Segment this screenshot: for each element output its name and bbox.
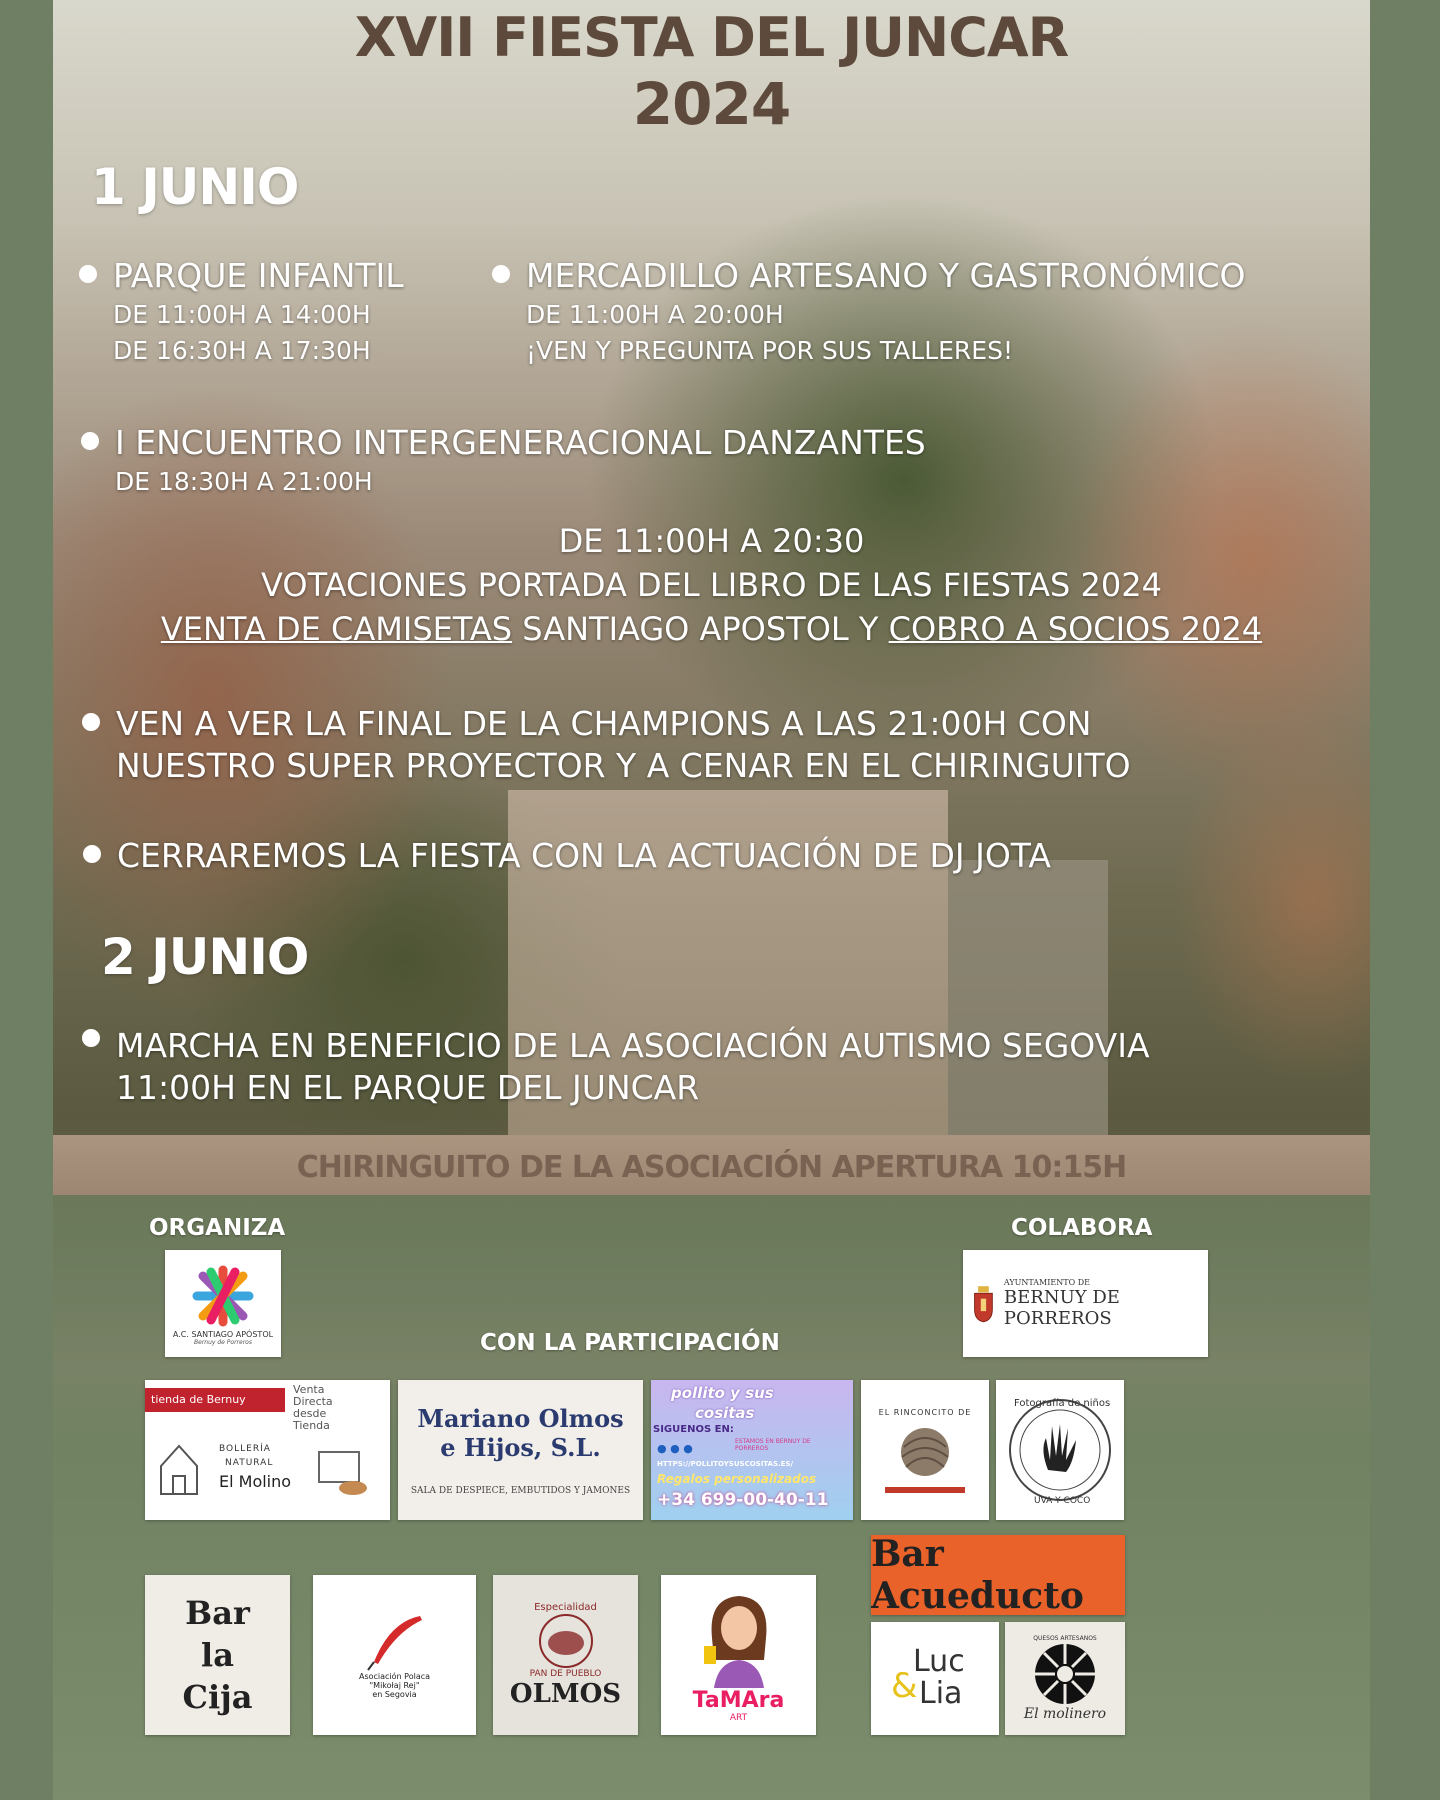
bar-cija-l3: Cija [182,1678,253,1716]
lucia-l1: Luc [913,1643,965,1679]
tamara-art-logo [661,1575,816,1735]
bakery-sketch-icon [313,1442,373,1502]
tienda-side4: Tienda [293,1419,330,1432]
yarn-ball-icon [890,1417,960,1487]
parque-time2: DE 16:30H A 17:30H [113,336,371,365]
cobro-socios: COBRO A SOCIOS 2024 [888,610,1263,648]
pollito-regalos: Regalos personalizados [657,1472,817,1486]
bar-cija-logo [145,1575,290,1735]
tienda-tag: tienda de Bernuy [145,1388,285,1412]
lucia-logo [871,1622,999,1735]
bar-cija-l2: la [201,1636,234,1674]
molinero-logo [1005,1622,1125,1735]
pollito-follow: SIGUENOS EN: [653,1424,734,1435]
ayuntamiento-logo [963,1250,1208,1357]
encuentro-time: DE 18:30H A 21:00H [115,467,373,496]
marcha-line2: 11:00H EN EL PARQUE DEL JUNCAR [116,1068,700,1107]
tienda-bolleria: BOLLERÍA [219,1444,271,1454]
parque-title: PARQUE INFANTIL [113,256,404,295]
mariano-sub: SALA DE DESPIECE, EMBUTIDOS Y JAMONES [410,1486,631,1496]
marcha-item [116,1025,1150,1109]
asociacion-polaca-logo [313,1575,476,1735]
molinero-top: QUESOS ARTESANOS [1033,1635,1097,1642]
tienda-natural: NATURAL [225,1458,274,1468]
encuentro-title: I ENCUENTRO INTERGENERACIONAL DANZANTES [115,423,926,462]
bread-icon [531,1613,601,1669]
chiringuito-text: CHIRINGUITO DE LA ASOCIACIÓN APERTURA 10:15H [296,1150,1127,1185]
fotografia-bottom: UVA Y COCO [1034,1496,1091,1506]
fotografia-top: Fotografía de niños [1014,1398,1111,1409]
lucia-l2: Lia [919,1675,963,1711]
pollito-logo [651,1380,853,1520]
day1-heading: 1 JUNIO [91,158,299,216]
bullet-icon [82,1029,100,1047]
day2-heading: 2 JUNIO [101,928,309,986]
poster-title: XVII FIESTA DEL JUNCAR [354,6,1069,69]
tienda-name: El Molino [219,1472,292,1491]
rinconcito-text: EL RINCONCITO DE [878,1407,972,1417]
mercadillo-title: MERCADILLO ARTESANO Y GASTRONÓMICO [526,256,1246,295]
woman-illustration-icon [694,1588,784,1688]
olmos-name: OLMOS [509,1678,622,1709]
colabora-label: COLABORA [1011,1215,1153,1241]
fotografia-logo [996,1380,1124,1520]
bullet-icon [82,713,100,731]
pollito-title2: cositas [695,1404,755,1422]
lucia-amp: & [891,1665,918,1706]
acueducto-name: Bar Acueducto [871,1535,1084,1615]
tienda-bernuy-logo [145,1380,390,1520]
poster-year: 2024 [632,70,791,138]
center-time: DE 11:00H A 20:30 [558,522,865,560]
sun-wheel-icon [1033,1642,1097,1706]
mariano-line1: Mariano Olmos [417,1404,624,1433]
mariano-olmos-logo [398,1380,643,1520]
polaca-l3: en Segovia [372,1689,417,1699]
encuentro-item [115,422,926,500]
santiago-logo-name: A.C. SANTIAGO APÓSTOL [172,1329,274,1339]
olmos-top: Especialidad [534,1601,597,1613]
santiago-apostol-logo [165,1250,281,1357]
parque-time1: DE 11:00H A 14:00H [113,300,371,329]
tienda-side3: desde [293,1407,327,1420]
pollito-title1: pollito y sus [671,1384,774,1402]
dj-item [117,835,1051,877]
poster [53,0,1370,1800]
marcha-line1: MARCHA EN BENEFICIO DE LA ASOCIACIÓN AUTISMO SEGOVIA [116,1026,1150,1065]
bar-cija-l1: Bar [185,1594,250,1632]
polaca-l1: Asociación Polaca [358,1671,431,1681]
house-sketch-icon [157,1438,201,1498]
pollito-web: HTTPS://POLLITOYSUSCOSITAS.ES/ [657,1460,794,1468]
polaca-l2: "Mikołaj Rej" [369,1680,420,1690]
participacion-label: CON LA PARTICIPACIÓN [480,1330,780,1356]
pollito-phone: +34 699-00-40-11 [657,1490,829,1510]
tienda-side [293,1384,333,1432]
tienda-side2: Directa [293,1395,333,1408]
champions-item [116,703,1131,787]
olmos-mid: PAN DE PUEBLO [529,1668,602,1679]
bullet-icon [83,845,101,863]
ayuntamiento-small: AYUNTAMIENTO DE [1003,1278,1090,1287]
parque-infantil-item [113,255,404,369]
mercadillo-time: DE 11:00H A 20:00H [526,300,784,329]
organiza-label: ORGANIZA [149,1215,286,1241]
olmos-pan-logo [493,1575,638,1735]
mercadillo-item [526,255,1246,369]
champions-line1: VEN A VER LA FINAL DE LA CHAMPIONS A LAS 21:00H CON [116,704,1092,743]
molinero-name: El molinero [1023,1706,1107,1722]
bar-acueducto-logo [871,1535,1125,1615]
pollito-estamos: ESTAMOS EN BERNUY DE PORREROS [735,1438,811,1452]
rinconcito-logo [861,1380,989,1520]
tienda-side1: Venta [293,1383,325,1396]
venta-line [53,610,1370,648]
bullet-icon [492,265,510,283]
mercadillo-note: ¡VEN Y PREGUNTA POR SUS TALLERES! [526,336,1013,365]
quill-feather-icon [360,1612,430,1672]
social-icons: ● ● ● [657,1442,693,1455]
votaciones-text: VOTACIONES PORTADA DEL LIBRO DE LAS FIESTAS 2024 [261,566,1162,604]
santiago-logo-sub: Bernuy de Porreros [194,1338,252,1346]
ayuntamiento-name: BERNUY DE PORREROS [1003,1287,1120,1329]
bullet-icon [79,265,97,283]
tamara-name: TaMAra [692,1687,785,1713]
tamara-sub: ART [729,1712,748,1723]
coat-of-arms-icon [971,1282,996,1326]
rinconcito-bar [885,1487,965,1493]
colorful-people-icon [183,1262,263,1330]
bullet-icon [81,432,99,450]
venta-camisetas: VENTA DE CAMISETAS [160,610,513,648]
venta-middle: SANTIAGO APOSTOL Y [512,610,889,648]
mariano-line2: e Hijos, S.L. [440,1433,601,1462]
champions-line2: NUESTRO SUPER PROYECTOR Y A CENAR EN EL CHIRINGUITO [116,746,1131,785]
dj-text: CERRAREMOS LA FIESTA CON LA ACTUACIÓN DE DJ JOTA [117,836,1051,875]
